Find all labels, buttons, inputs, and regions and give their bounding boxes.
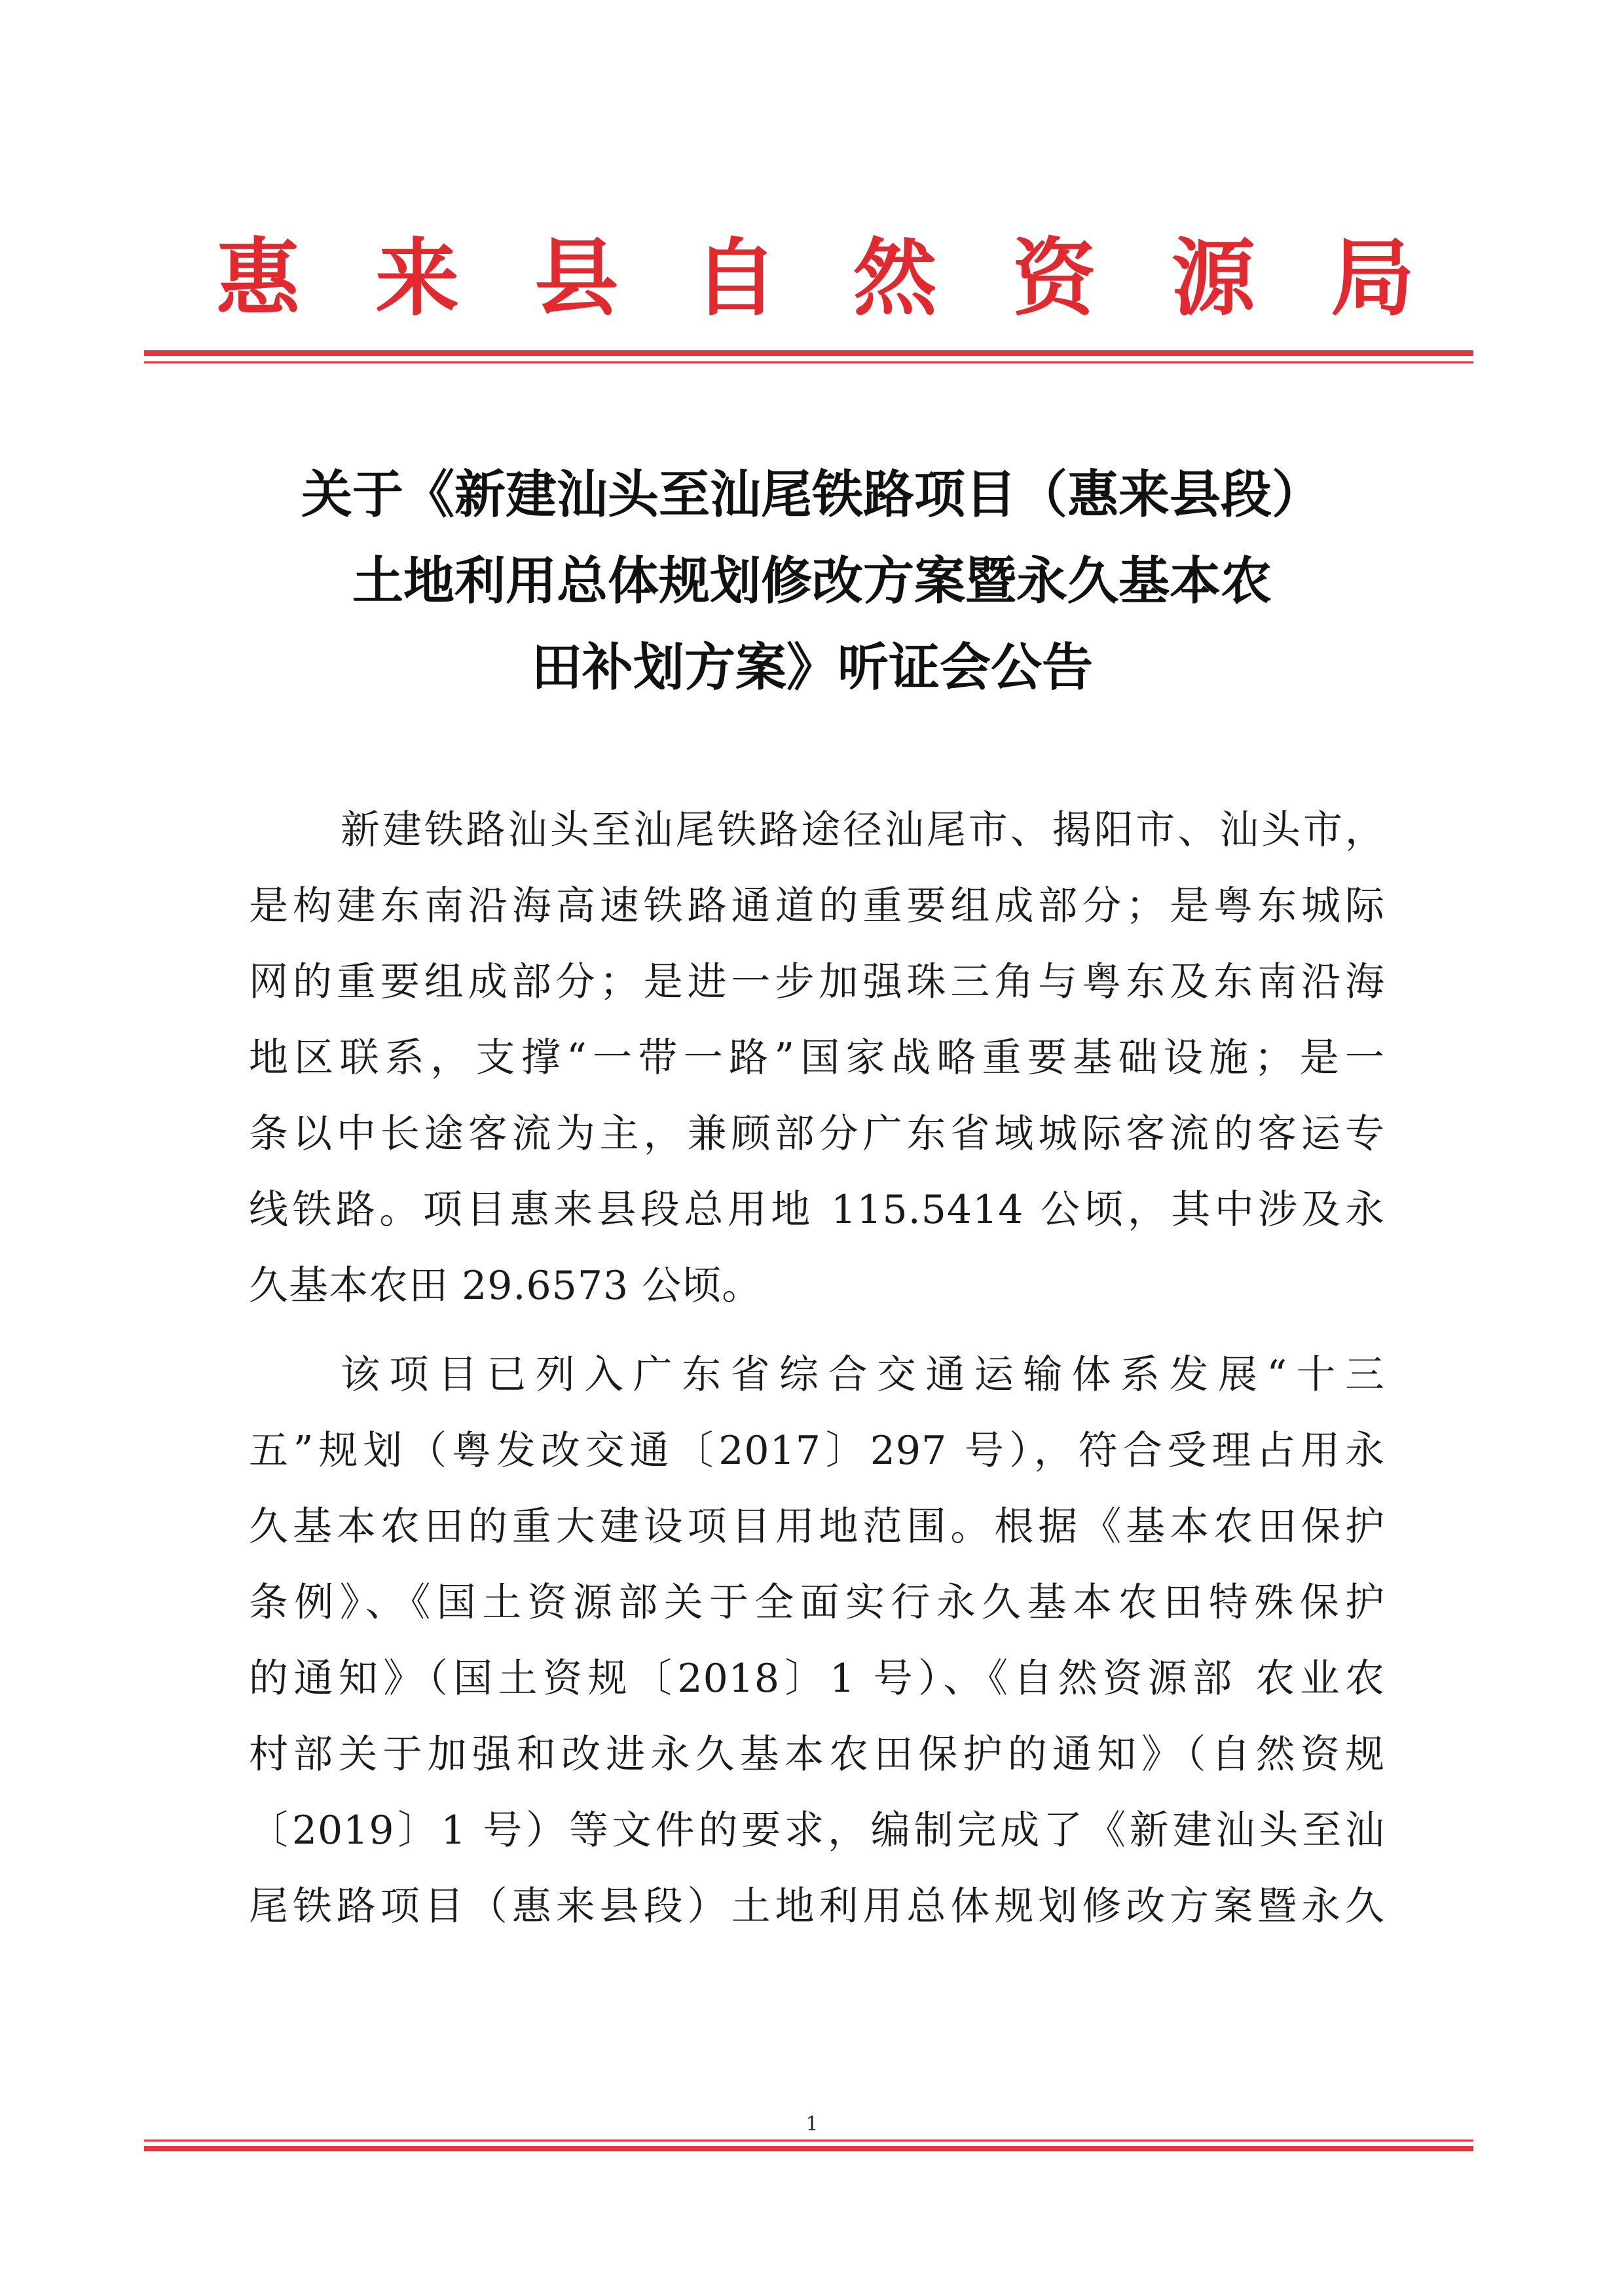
letterhead-char: 资 — [1012, 229, 1096, 327]
body-line: 村部关于加强和改进永久基本农田保护的通知》（自然资规 — [249, 1732, 1385, 1777]
footer-divider-thick — [144, 2146, 1473, 2151]
body-line: 条例》、《国土资源部关于全面实行永久基本农田特殊保护 — [249, 1580, 1385, 1626]
body-line: 新建铁路汕头至汕尾铁路途径汕尾市、揭阳市、汕头市， — [341, 807, 1385, 853]
body-line: 的通知》（国土资规〔2018〕1 号）、《自然资源部 农业农 — [249, 1656, 1385, 1702]
header-divider-thin — [144, 361, 1473, 363]
body-line: 久基本农田的重大建设项目用地范围。根据《基本农田保护 — [249, 1504, 1385, 1550]
letterhead-char: 来 — [375, 229, 460, 327]
body-line: 网的重要组成部分；是进一步加强珠三角与粤东及东南沿海 — [249, 959, 1385, 1005]
paragraph-1 — [249, 792, 1385, 1324]
letterhead-char: 源 — [1171, 229, 1255, 327]
document-title — [170, 452, 1454, 711]
body-line: 五”规划（粤发改交通〔2017〕297 号），符合受理占用永 — [249, 1428, 1385, 1474]
title-line: 田补划方案》听证会公告 — [530, 638, 1093, 697]
body-line: 条以中长途客流为主，兼顾部分广东省域城际客流的客运专 — [249, 1111, 1385, 1157]
footer-divider-thin — [144, 2140, 1473, 2141]
title-line: 关于《新建汕头至汕尾铁路项目（惠来县段） — [301, 465, 1323, 524]
body-line: 久基本农田 29.6573 公顷。 — [249, 1263, 762, 1309]
body-line: 是构建东南沿海高速铁路通道的重要组成部分；是粤东城际 — [249, 883, 1385, 929]
page-number: 1 — [805, 2113, 819, 2136]
document-body — [249, 792, 1385, 1944]
letterhead-char: 然 — [853, 229, 937, 327]
body-line: 该项目已列入广东省综合交通运输体系发展“十三 — [341, 1352, 1385, 1398]
letterhead-char: 县 — [534, 229, 619, 327]
body-line: 地区联系，支撑“一带一路”国家战略重要基础设施；是一 — [249, 1035, 1385, 1081]
header-divider-thick — [144, 350, 1473, 356]
body-line: 线铁路。项目惠来县段总用地 115.5414 公顷，其中涉及永 — [249, 1187, 1385, 1233]
body-line: 〔2019〕1 号）等文件的要求，编制完成了《新建汕头至汕 — [249, 1808, 1385, 1853]
paragraph-gap — [249, 1324, 1385, 1337]
letterhead-char: 自 — [693, 229, 778, 327]
paragraph-2 — [249, 1337, 1385, 1944]
letterhead — [216, 226, 1414, 331]
letterhead-char: 惠 — [216, 229, 301, 327]
letterhead-char: 局 — [1330, 229, 1414, 327]
body-line: 尾铁路项目（惠来县段）土地利用总体规划修改方案暨永久 — [249, 1884, 1385, 1929]
title-line: 土地利用总体规划修改方案暨永久基本农 — [352, 552, 1272, 611]
